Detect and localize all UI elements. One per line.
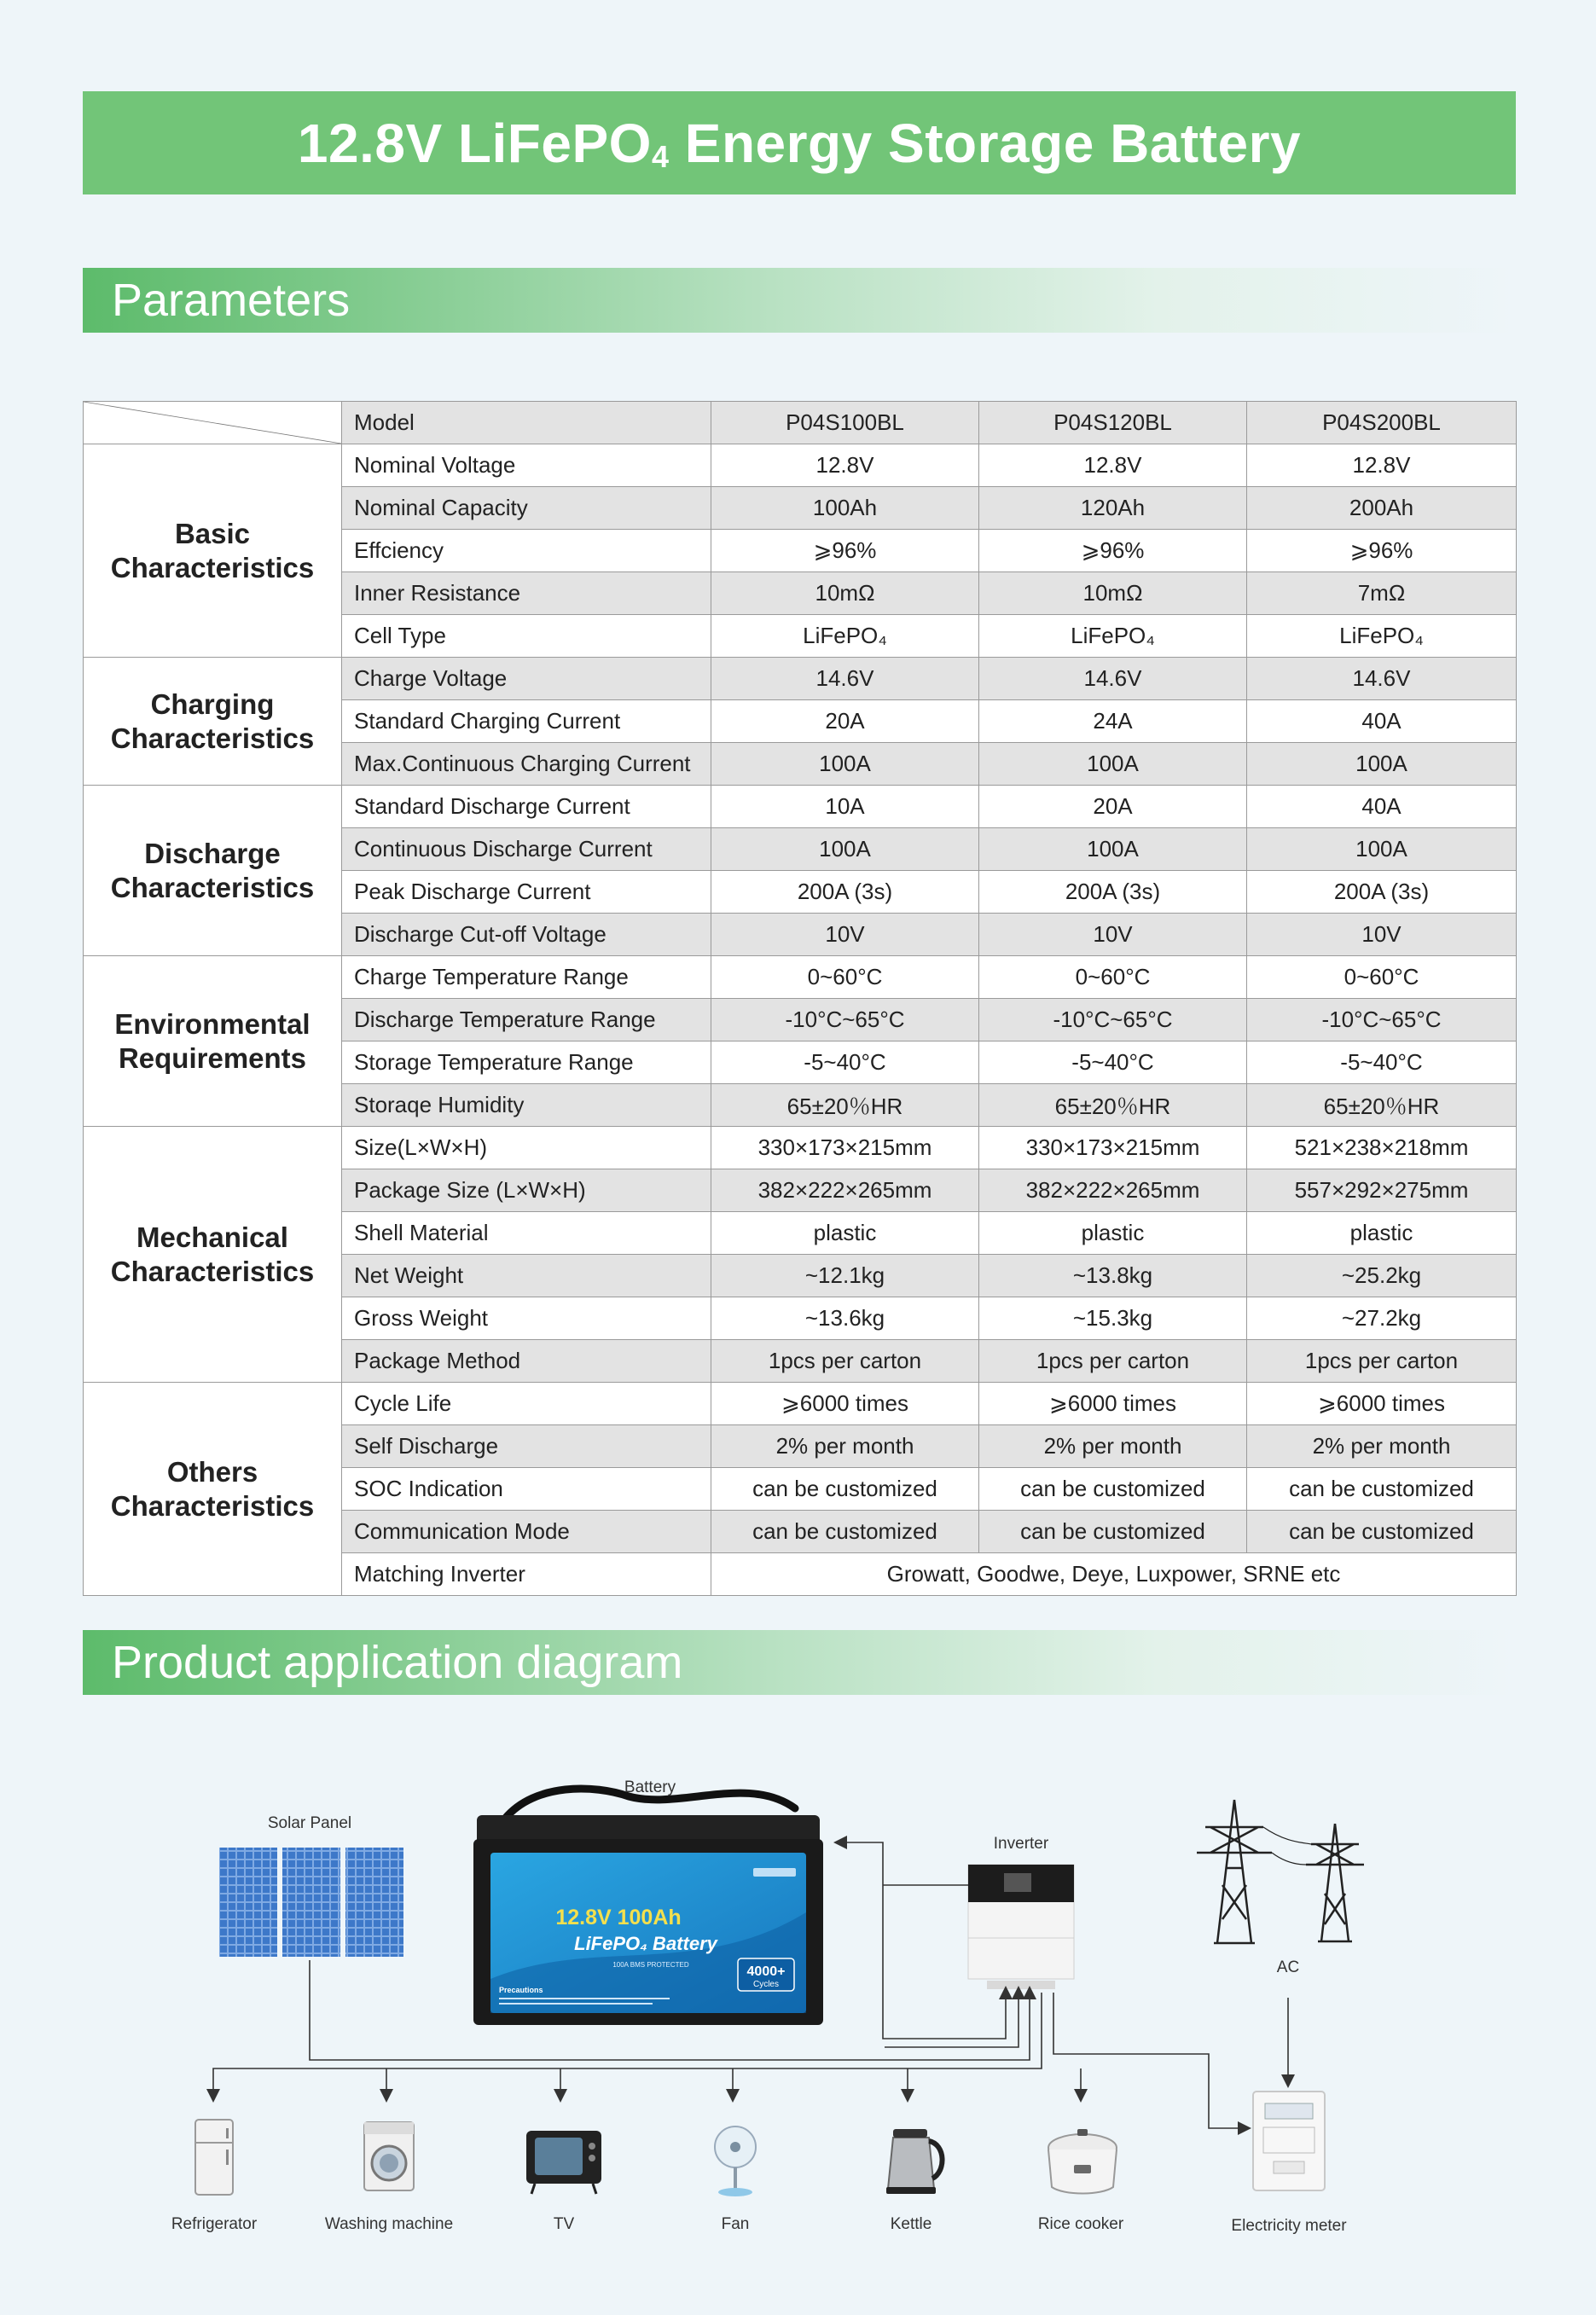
battery-label-capacity: 12.8V 100Ah bbox=[555, 1906, 682, 1929]
parameter-name: Shell Material bbox=[342, 1212, 711, 1255]
parameters-section-header bbox=[83, 268, 1516, 333]
parameter-value: 382×222×265mm bbox=[979, 1169, 1247, 1212]
table-row bbox=[84, 956, 1517, 999]
parameter-name: Standard Discharge Current bbox=[342, 786, 711, 828]
parameter-name: Self Discharge bbox=[342, 1425, 711, 1468]
parameter-value: 521×238×218mm bbox=[1247, 1127, 1517, 1169]
parameter-value: 1pcs per carton bbox=[979, 1340, 1247, 1383]
parameter-value: Growatt, Goodwe, Deye, Luxpower, SRNE etc bbox=[711, 1553, 1517, 1596]
solar-panel-icon bbox=[219, 1848, 403, 1957]
parameter-value: 0~60°C bbox=[979, 956, 1247, 999]
parameter-name: Discharge Temperature Range bbox=[342, 999, 711, 1041]
appliance-label-refrigerator: Refrigerator bbox=[171, 2215, 258, 2233]
parameter-value: 382×222×265mm bbox=[711, 1169, 979, 1212]
group-name-line: Discharge bbox=[144, 837, 281, 869]
parameter-value: -5~40°C bbox=[979, 1041, 1247, 1084]
parameter-value: 12.8V bbox=[1247, 444, 1517, 487]
parameter-name: Cycle Life bbox=[342, 1383, 711, 1425]
group-name-cell bbox=[84, 786, 342, 956]
parameter-name: Communication Mode bbox=[342, 1511, 711, 1553]
battery-label-bms: 100A BMS PROTECTED bbox=[612, 1961, 689, 1969]
parameter-value: ⩾96% bbox=[1247, 530, 1517, 572]
model-column-header: P04S200BL bbox=[1247, 402, 1517, 444]
parameter-value: 14.6V bbox=[979, 658, 1247, 700]
parameter-value: 40A bbox=[1247, 700, 1517, 743]
parameter-value: ~13.8kg bbox=[979, 1255, 1247, 1297]
spec-table bbox=[83, 401, 1517, 1596]
parameter-value: 100A bbox=[1247, 743, 1517, 786]
table-row bbox=[84, 658, 1517, 700]
parameter-name: Max.Continuous Charging Current bbox=[342, 743, 711, 786]
parameter-value: ~27.2kg bbox=[1247, 1297, 1517, 1340]
inverter-icon bbox=[968, 1865, 1074, 1989]
parameter-name: Standard Charging Current bbox=[342, 700, 711, 743]
washing-machine-icon bbox=[364, 2122, 414, 2190]
parameter-value: 10V bbox=[979, 914, 1247, 956]
appliance-label-rice-cooker: Rice cooker bbox=[1037, 2215, 1124, 2233]
parameter-value: 100A bbox=[979, 743, 1247, 786]
parameter-value: 1pcs per carton bbox=[711, 1340, 979, 1383]
group-name-line: Basic bbox=[174, 517, 251, 549]
parameter-value: can be customized bbox=[1247, 1468, 1517, 1511]
parameter-value: 14.6V bbox=[711, 658, 979, 700]
parameter-name: Inner Resistance bbox=[342, 572, 711, 615]
diagram-heading: Product application diagram bbox=[112, 1637, 683, 1688]
group-name-line: Environmental bbox=[114, 1007, 310, 1040]
parameter-value: 0~60°C bbox=[1247, 956, 1517, 999]
parameter-value: can be customized bbox=[1247, 1511, 1517, 1553]
group-name-cell bbox=[84, 1127, 342, 1383]
tv-icon bbox=[526, 2131, 601, 2194]
parameter-value: 330×173×215mm bbox=[711, 1127, 979, 1169]
parameter-value: -5~40°C bbox=[711, 1041, 979, 1084]
parameter-name: Effciency bbox=[342, 530, 711, 572]
parameter-value: 0~60°C bbox=[711, 956, 979, 999]
parameter-name: Charge Voltage bbox=[342, 658, 711, 700]
parameter-value: 14.6V bbox=[1247, 658, 1517, 700]
parameter-value: -10°C~65°C bbox=[711, 999, 979, 1041]
group-name-cell bbox=[84, 956, 342, 1127]
group-name-cell bbox=[84, 658, 342, 786]
table-row bbox=[84, 1383, 1517, 1425]
rice-cooker-icon bbox=[1048, 2129, 1117, 2194]
parameter-name: Peak Discharge Current bbox=[342, 871, 711, 914]
parameter-value: 557×292×275mm bbox=[1247, 1169, 1517, 1212]
group-name-line: Characteristics bbox=[110, 551, 315, 583]
parameter-value: can be customized bbox=[979, 1511, 1247, 1553]
parameter-value: ~12.1kg bbox=[711, 1255, 979, 1297]
parameter-value: 10mΩ bbox=[979, 572, 1247, 615]
group-name-line: Charging bbox=[150, 688, 275, 720]
title-banner bbox=[83, 91, 1516, 194]
parameter-value: can be customized bbox=[711, 1511, 979, 1553]
parameter-value: 200Ah bbox=[1247, 487, 1517, 530]
parameter-name: Cell Type bbox=[342, 615, 711, 658]
parameter-value: 10V bbox=[711, 914, 979, 956]
parameter-value: -5~40°C bbox=[1247, 1041, 1517, 1084]
battery-label-chemistry: LiFePO₄ Battery bbox=[574, 1933, 717, 1954]
application-diagram bbox=[83, 1723, 1516, 2286]
appliance-label-washing-machine: Washing machine bbox=[324, 2215, 454, 2233]
inverter-label: Inverter bbox=[993, 1835, 1049, 1853]
table-row bbox=[84, 444, 1517, 487]
ac-label: AC bbox=[1276, 1958, 1300, 1976]
parameter-value: 20A bbox=[711, 700, 979, 743]
solar-panel-label: Solar Panel bbox=[267, 1814, 352, 1832]
parameter-value: ~25.2kg bbox=[1247, 1255, 1517, 1297]
power-tower-icon bbox=[1197, 1800, 1364, 1943]
appliance-label-tv: TV bbox=[553, 2215, 575, 2233]
parameter-name: SOC Indication bbox=[342, 1468, 711, 1511]
parameter-value: 2% per month bbox=[1247, 1425, 1517, 1468]
table-row bbox=[84, 786, 1517, 828]
parameter-value: 330×173×215mm bbox=[979, 1127, 1247, 1169]
group-name-line: Characteristics bbox=[110, 871, 315, 903]
electricity-meter-label: Electricity meter bbox=[1231, 2217, 1347, 2235]
parameter-name: Storaqe Humidity bbox=[342, 1084, 711, 1127]
model-header-label: Model bbox=[342, 402, 711, 444]
parameter-value: ⩾6000 times bbox=[711, 1383, 979, 1425]
parameter-value: LiFePO₄ bbox=[1247, 615, 1517, 658]
parameter-value: plastic bbox=[711, 1212, 979, 1255]
fan-icon bbox=[715, 2126, 756, 2196]
parameter-value: ⩾6000 times bbox=[1247, 1383, 1517, 1425]
parameter-value: 100Ah bbox=[711, 487, 979, 530]
parameter-value: 120Ah bbox=[979, 487, 1247, 530]
parameter-name: Nominal Voltage bbox=[342, 444, 711, 487]
parameter-value: 7mΩ bbox=[1247, 572, 1517, 615]
parameter-value: 100A bbox=[711, 743, 979, 786]
parameter-name: Package Size (L×W×H) bbox=[342, 1169, 711, 1212]
parameter-value: 100A bbox=[979, 828, 1247, 871]
group-name-line: Others bbox=[166, 1455, 258, 1488]
parameter-value: 40A bbox=[1247, 786, 1517, 828]
group-name-line: Characteristics bbox=[110, 1489, 315, 1522]
appliance-label-fan: Fan bbox=[721, 2215, 750, 2233]
parameter-name: Matching Inverter bbox=[342, 1553, 711, 1596]
parameter-value: ~15.3kg bbox=[979, 1297, 1247, 1340]
table-corner-cell bbox=[84, 402, 342, 444]
table-row bbox=[84, 1127, 1517, 1169]
parameter-name: Continuous Discharge Current bbox=[342, 828, 711, 871]
parameter-name: Storage Temperature Range bbox=[342, 1041, 711, 1084]
battery-label-cycles-number: 4000+ bbox=[746, 1964, 786, 1979]
battery-icon bbox=[473, 1789, 823, 2025]
parameter-value: 2% per month bbox=[979, 1425, 1247, 1468]
parameter-value: 10mΩ bbox=[711, 572, 979, 615]
parameter-value: 200A (3s) bbox=[711, 871, 979, 914]
parameter-value: 2% per month bbox=[711, 1425, 979, 1468]
parameter-value: 20A bbox=[979, 786, 1247, 828]
model-column-header: P04S100BL bbox=[711, 402, 979, 444]
parameter-name: Gross Weight bbox=[342, 1297, 711, 1340]
parameter-name: Nominal Capacity bbox=[342, 487, 711, 530]
parameter-name: Package Method bbox=[342, 1340, 711, 1383]
parameter-value: ⩾96% bbox=[711, 530, 979, 572]
group-name-line: Requirements bbox=[118, 1041, 307, 1074]
group-name-cell bbox=[84, 444, 342, 658]
group-name-line: Mechanical bbox=[136, 1221, 288, 1253]
parameter-value: can be customized bbox=[979, 1468, 1247, 1511]
parameter-value: plastic bbox=[1247, 1212, 1517, 1255]
battery-label-cycles-word: Cycles bbox=[752, 1980, 780, 1989]
parameters-heading: Parameters bbox=[112, 275, 351, 326]
parameter-value: 12.8V bbox=[711, 444, 979, 487]
parameter-value: LiFePO₄ bbox=[711, 615, 979, 658]
battery-label-precautions: Precautions bbox=[499, 1986, 543, 1994]
parameter-value: 24A bbox=[979, 700, 1247, 743]
parameter-value: 100A bbox=[711, 828, 979, 871]
parameter-value: 100A bbox=[1247, 828, 1517, 871]
parameter-name: Net Weight bbox=[342, 1255, 711, 1297]
appliance-label-kettle: Kettle bbox=[890, 2215, 932, 2233]
parameter-value: 10A bbox=[711, 786, 979, 828]
parameter-value: 12.8V bbox=[979, 444, 1247, 487]
parameter-value: 65±20％HR bbox=[979, 1084, 1247, 1127]
parameter-name: Charge Temperature Range bbox=[342, 956, 711, 999]
refrigerator-icon bbox=[195, 2120, 233, 2195]
diagram-section-header bbox=[83, 1630, 1516, 1695]
table-header-row bbox=[84, 402, 1517, 444]
page-title: 12.8V LiFePO$_4$ Energy Storage Battery bbox=[297, 112, 1302, 174]
parameter-value: -10°C~65°C bbox=[979, 999, 1247, 1041]
parameter-value: 65±20％HR bbox=[1247, 1084, 1517, 1127]
parameter-value: ~13.6kg bbox=[711, 1297, 979, 1340]
parameter-value: can be customized bbox=[711, 1468, 979, 1511]
parameter-value: 200A (3s) bbox=[1247, 871, 1517, 914]
parameter-value: ⩾6000 times bbox=[979, 1383, 1247, 1425]
parameter-value: 65±20％HR bbox=[711, 1084, 979, 1127]
diagram-canvas bbox=[83, 1723, 1516, 2286]
parameter-name: Discharge Cut-off Voltage bbox=[342, 914, 711, 956]
parameter-value: 10V bbox=[1247, 914, 1517, 956]
electricity-meter-icon bbox=[1253, 2092, 1325, 2190]
parameter-value: -10°C~65°C bbox=[1247, 999, 1517, 1041]
model-column-header: P04S120BL bbox=[979, 402, 1247, 444]
group-name-cell bbox=[84, 1383, 342, 1596]
parameter-value: ⩾96% bbox=[979, 530, 1247, 572]
group-name-line: Characteristics bbox=[110, 722, 315, 754]
parameter-value: 1pcs per carton bbox=[1247, 1340, 1517, 1383]
parameter-value: 200A (3s) bbox=[979, 871, 1247, 914]
group-name-line: Characteristics bbox=[110, 1255, 315, 1287]
kettle-icon bbox=[886, 2129, 943, 2194]
parameter-value: plastic bbox=[979, 1212, 1247, 1255]
parameter-value: LiFePO₄ bbox=[979, 615, 1247, 658]
battery-caption: Battery bbox=[624, 1778, 676, 1796]
parameter-name: Size(L×W×H) bbox=[342, 1127, 711, 1169]
